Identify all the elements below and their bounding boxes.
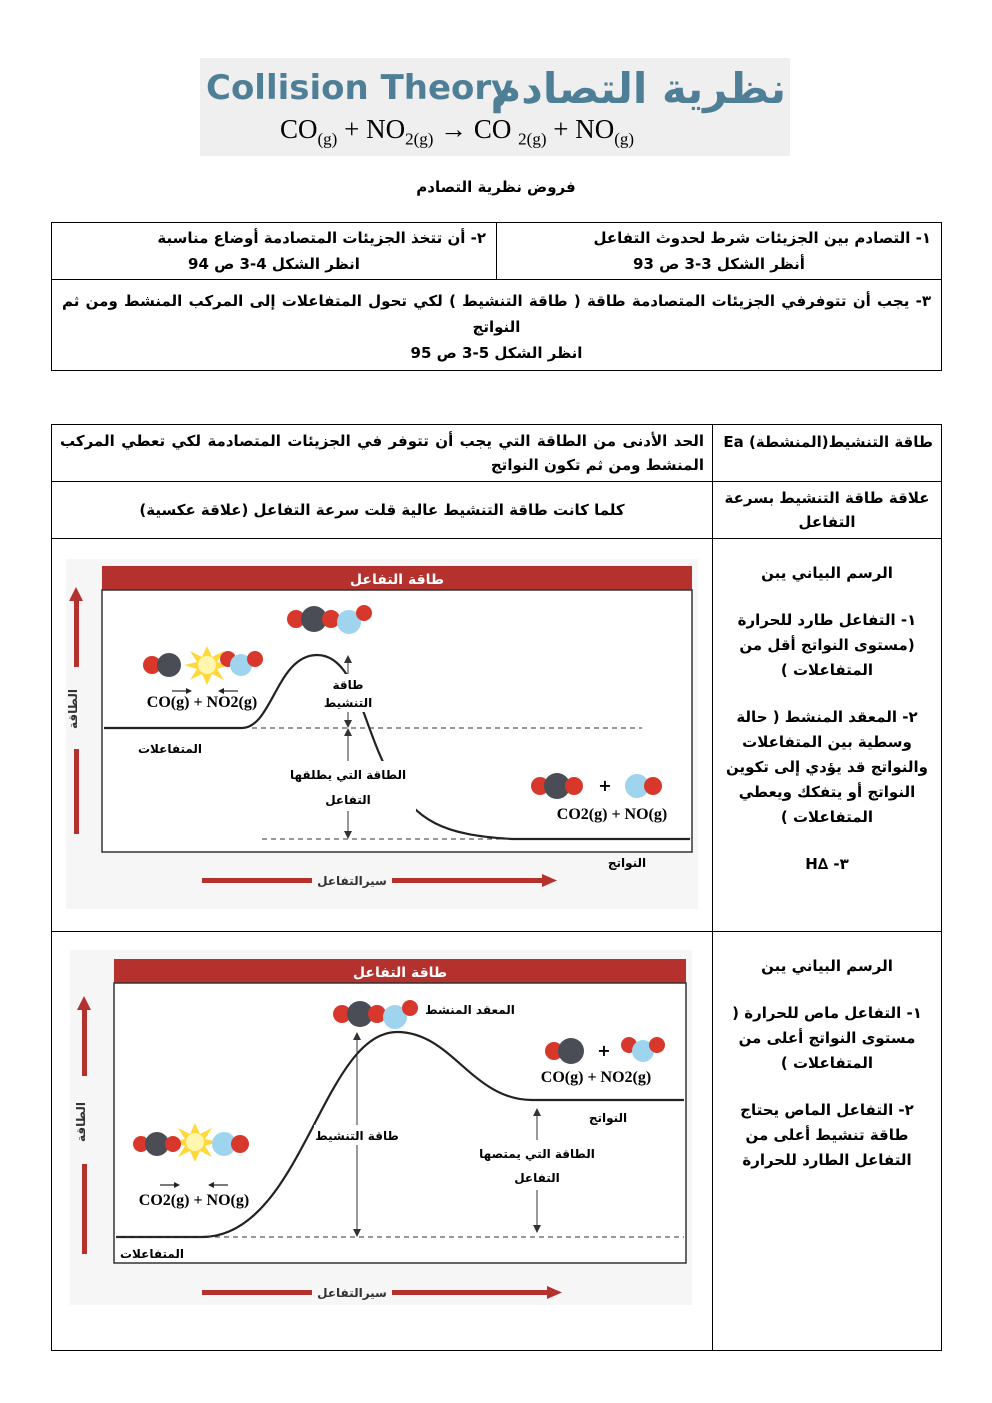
diagram2-title: طاقة التفاعل bbox=[352, 965, 448, 981]
section-title: فروض نظرية التصادم bbox=[416, 178, 576, 196]
diagram1-y-arrow-lower bbox=[74, 749, 79, 834]
diagram2-burst-core bbox=[186, 1133, 204, 1151]
diagram1-collision-burst bbox=[184, 646, 230, 685]
diagram1-x-arrow-left bbox=[202, 878, 312, 883]
diagram1-released-2: التفاعل bbox=[325, 793, 371, 807]
diagram1-products-label: النواتج bbox=[607, 856, 647, 870]
assumption-2 bbox=[52, 223, 497, 280]
eq-arrow: → bbox=[433, 114, 474, 144]
eq-r2-state: 2(g) bbox=[405, 129, 434, 149]
diagram1-products-eq: CO2(g) + NO(g) bbox=[556, 806, 668, 823]
diagram1-reactants-label: المتفاعلات bbox=[137, 742, 203, 756]
assumption-2-text: ٢- أن تتخذ الجزيئات المتصادمة أوضاع مناسبة bbox=[157, 229, 486, 247]
diagram2-co-carbon bbox=[558, 1038, 584, 1064]
diagram1-y-label: الطاقة bbox=[66, 689, 80, 729]
diagram1-plus: + bbox=[598, 776, 612, 795]
diagram2-reactants-eq: CO2(g) + NO(g) bbox=[138, 1192, 250, 1209]
row1-label: طاقة التنشيط(المنشطة) Ea bbox=[713, 425, 942, 482]
eq-p2-state: (g) bbox=[614, 129, 635, 149]
row3-point3: ٣- ∆H bbox=[805, 855, 849, 873]
diagram2-co2-oxygen-2 bbox=[165, 1136, 181, 1152]
reaction-equation bbox=[280, 114, 634, 149]
eq-p1: CO bbox=[473, 114, 519, 144]
diagram1-x-arrow-right bbox=[392, 878, 542, 883]
row3-intro: الرسم البياني يبن bbox=[761, 564, 893, 582]
assumption-2-ref: انظر الشكل 4-3 ص 94 bbox=[188, 255, 360, 273]
diagram1-title: طاقة التفاعل bbox=[349, 572, 445, 588]
eq-r2: NO bbox=[366, 114, 406, 144]
title-english: Collision Theory bbox=[206, 68, 514, 108]
assumption-3-ref: انظر الشكل 5-3 ص 95 bbox=[410, 344, 583, 362]
assumption-3-text: ٣- يجب أن تتوفرفي الجزيئات المتصادمة طاقة ( طاقة التنشيط ) لكي تحول المتفاعلات إلى المركب المنشط ومن ثم النواتج bbox=[62, 292, 931, 336]
diagram2-complex-o2 bbox=[368, 1005, 386, 1023]
diagram1-co2-oxygen-2 bbox=[565, 777, 583, 795]
eq-p1-state: 2(g) bbox=[518, 129, 547, 149]
diagram1-no2-oxygen-2 bbox=[247, 651, 263, 667]
eq-r1: CO bbox=[280, 114, 318, 144]
exothermic-diagram bbox=[52, 539, 712, 927]
diagram1-ea-label-1: طاقة bbox=[332, 678, 364, 692]
diagram1-co-carbon bbox=[157, 653, 181, 677]
diagram2-complex-label: المعقد المنشط bbox=[425, 1003, 515, 1017]
row2-value: كلما كانت طاقة التنشيط عالية قلت سرعة التفاعل (علاقة عكسية) bbox=[52, 482, 713, 539]
diagram2-y-arrow-upper bbox=[82, 1010, 87, 1076]
diagram2-complex-o3 bbox=[402, 1000, 418, 1016]
diagram2-reactants-label: المتفاعلات bbox=[119, 1247, 185, 1261]
diagram2-x-arrow-right bbox=[392, 1290, 547, 1295]
diagram2-absorbed-1: الطاقة التي يمتصها bbox=[479, 1147, 595, 1161]
endothermic-diagram-cell bbox=[52, 932, 713, 1351]
diagram2-y-label: الطاقة bbox=[74, 1102, 88, 1142]
diagram1-y-arrow-upper bbox=[74, 601, 79, 667]
row4-notes bbox=[713, 932, 942, 1351]
row3-notes bbox=[713, 539, 942, 932]
diagram2-no-oxygen bbox=[231, 1135, 249, 1153]
diagram1-burst-core bbox=[198, 656, 216, 674]
diagram1-complex-o3 bbox=[356, 605, 372, 621]
row4-intro: الرسم البياني يبن bbox=[761, 957, 893, 975]
assumption-1-ref: أنظر الشكل 3-3 ص 93 bbox=[633, 255, 805, 273]
row1-value: الحد الأدنى من الطاقة التي يجب أن تتوفر في الجزيئات المتصادمة لكي تعطي المركب المنشط ومن ثم تكون النواتج bbox=[52, 425, 713, 482]
row4-point1: ١- التفاعل ماص للحرارة ( مستوى النواتج أعلى من المتفاعلات ) bbox=[732, 1004, 922, 1072]
assumption-3 bbox=[52, 280, 942, 371]
assumption-1 bbox=[497, 223, 942, 280]
diagram2-products-eq: CO(g) + NO2(g) bbox=[540, 1069, 652, 1086]
banner-title bbox=[200, 64, 790, 116]
row3-point1: ١- التفاعل طارد للحرارة (مستوى النواتج أقل من المتفاعلات ) bbox=[737, 611, 917, 679]
assumptions-table bbox=[51, 222, 942, 371]
diagram1-released-1: الطاقة التي يطلقها bbox=[289, 768, 407, 782]
diagram2-plus: + bbox=[597, 1041, 611, 1060]
eq-p2: NO bbox=[575, 114, 615, 144]
activation-energy-table bbox=[51, 424, 942, 1351]
diagram1-x-label: سيرالتفاعل bbox=[317, 874, 387, 888]
diagram2-y-arrow-lower bbox=[82, 1164, 87, 1254]
eq-plus1: + bbox=[337, 114, 367, 144]
row3-point2: ٢- المعقد المنشط ( حالة وسطية بين المتفاعلات والنواتج قد يؤدي إلى تكوين النواتج أو يتفكك ويعطي المتفاعلات ) bbox=[726, 708, 928, 826]
diagram2-absorbed-2: التفاعل bbox=[514, 1171, 560, 1185]
row2-label: علاقة طاقة التنشيط بسرعة التفاعل bbox=[713, 482, 942, 539]
diagram1-reactants-eq: CO(g) + NO2(g) bbox=[146, 694, 258, 711]
assumption-1-text: ١- التصادم بين الجزيئات شرط لحدوث التفاعل bbox=[593, 229, 931, 247]
diagram2-no2-oxygen-2 bbox=[649, 1037, 665, 1053]
diagram2-x-arrow-left bbox=[202, 1290, 312, 1295]
row4-point2: ٢- التفاعل الماص يحتاج طاقة تنشيط أعلى من التفاعل الطارد للحرارة bbox=[740, 1101, 914, 1169]
diagram1-ea-label-2: التنشيط bbox=[323, 696, 373, 710]
diagram2-x-label: سيرالتفاعل bbox=[317, 1286, 387, 1300]
diagram1-no-oxygen bbox=[644, 777, 662, 795]
diagram2-ea-label: طاقة التنشيط bbox=[315, 1129, 399, 1143]
eq-r1-state: (g) bbox=[317, 129, 338, 149]
eq-plus2: + bbox=[546, 114, 576, 144]
diagram2-products-label: النواتج bbox=[588, 1111, 628, 1125]
endothermic-diagram bbox=[52, 932, 712, 1346]
exothermic-diagram-cell bbox=[52, 539, 713, 932]
title-banner bbox=[200, 58, 790, 156]
diagram1-complex-o2 bbox=[322, 610, 340, 628]
title-arabic: نظرية التصادم bbox=[490, 64, 786, 113]
